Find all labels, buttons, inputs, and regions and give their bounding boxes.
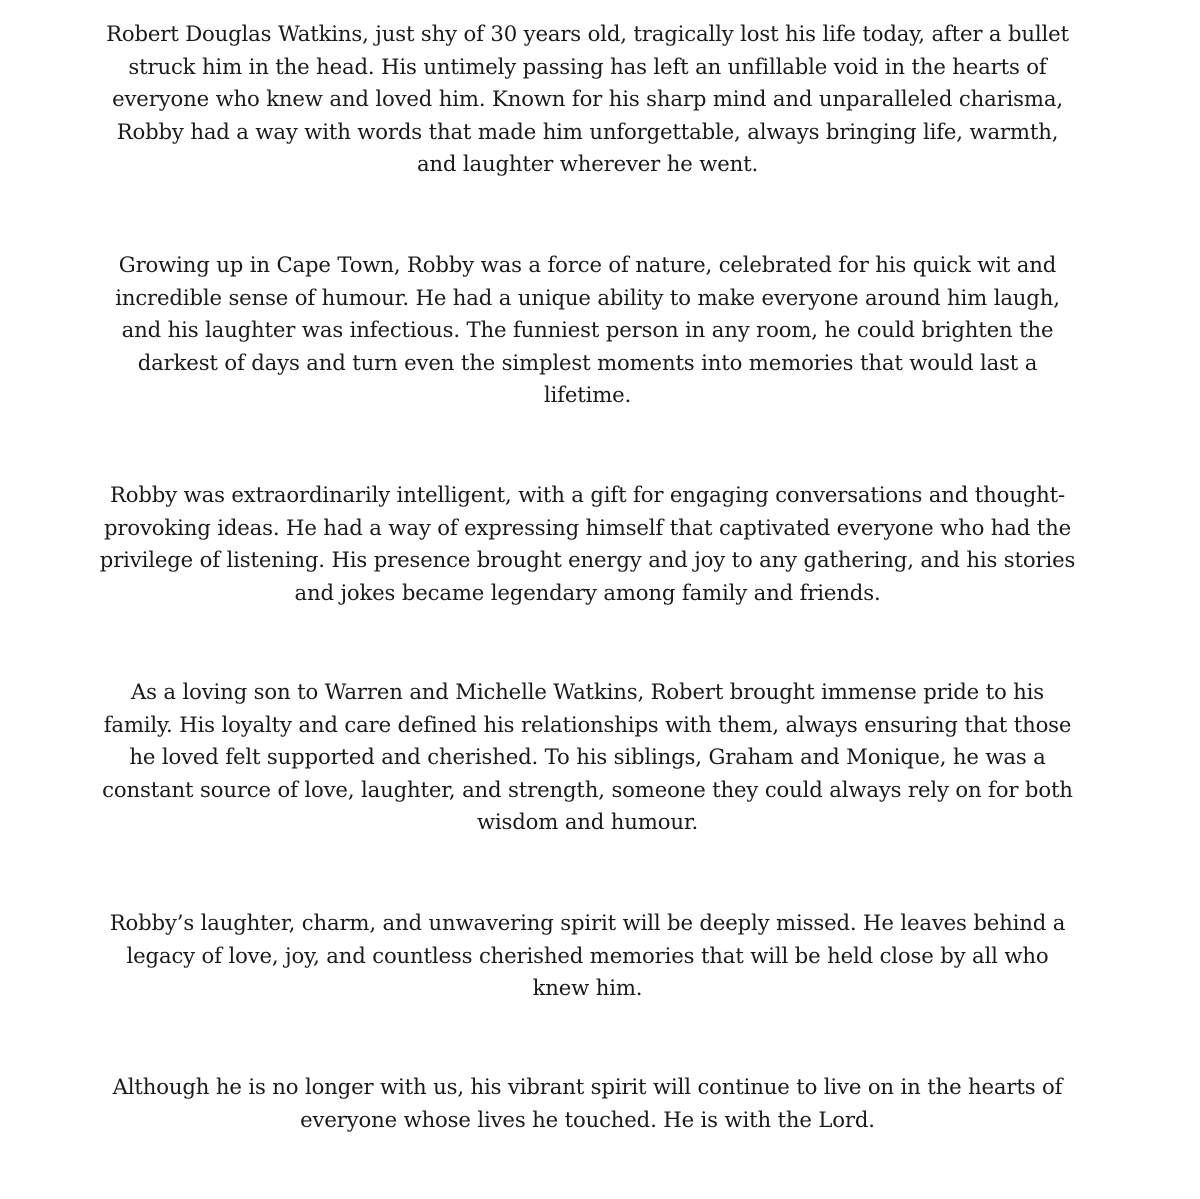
text-line: everyone whose lives he touched. He is with the Lord. [300,1106,875,1132]
text-line: Growing up in Cape Town, Robby was a force of nature, celebrated for his quick wit and [118,252,1057,277]
text-line: privilege of listening. His presence brought energy and joy to any gathering, and his stories [99,547,1076,573]
text-line: lifetime. [543,382,632,408]
text-line: Robby’s laughter, charm, and unwavering spirit will be deeply missed. He leaves behind a [109,910,1066,935]
text-line: family. His loyalty and care defined his relationships with them, always ensuring that those [103,711,1072,737]
text-line: legacy of love, joy, and countless cherished memories that will be held close by all who [126,942,1049,968]
paragraph-growing-up [80,249,1095,412]
text-line: Robby was extraordinarily intelligent, with a gift for engaging conversations and thought- [109,482,1066,507]
text-line: Robby had a way with words that made him unforgettable, always bringing life, warmth, [116,118,1059,144]
paragraph-legacy [80,907,1095,1005]
text-line: knew him. [532,975,643,1001]
text-line: wisdom and humour. [476,809,699,835]
text-line: constant source of love, laughter, and strength, someone they could always rely on for both [102,776,1073,802]
text-line: Robert Douglas Watkins, just shy of 30 years old, tragically lost his life today, after a bullet [106,21,1069,46]
text-line: incredible sense of humour. He had a unique ability to make everyone around him laugh, [115,284,1060,310]
paragraph-opening [80,18,1095,181]
text-line: everyone who knew and loved him. Known for his sharp mind and unparalleled charisma, [112,86,1063,112]
text-line: and his laughter was infectious. The funniest person in any room, he could brighten the [121,317,1054,343]
text-line: darkest of days and turn even the simplest moments into memories that would last a [137,349,1038,375]
paragraph-closing [80,1071,1095,1136]
text-line: and laughter wherever he went. [416,151,759,177]
text-line: As a loving son to Warren and Michelle Watkins, Robert brought immense pride to his [130,679,1045,704]
text-line: he loved felt supported and cherished. To his siblings, Graham and Monique, he was a [129,744,1046,770]
text-line: provoking ideas. He had a way of expressing himself that captivated everyone who had the [103,514,1072,540]
text-line: and jokes became legendary among family and friends. [294,579,881,605]
paragraph-family [80,676,1095,839]
text-line: Although he is no longer with us, his vibrant spirit will continue to live on in the hearts of [112,1074,1063,1099]
text-line: struck him in the head. His untimely passing has left an unfillable void in the hearts of [128,53,1047,79]
paragraph-intelligence [80,479,1095,609]
